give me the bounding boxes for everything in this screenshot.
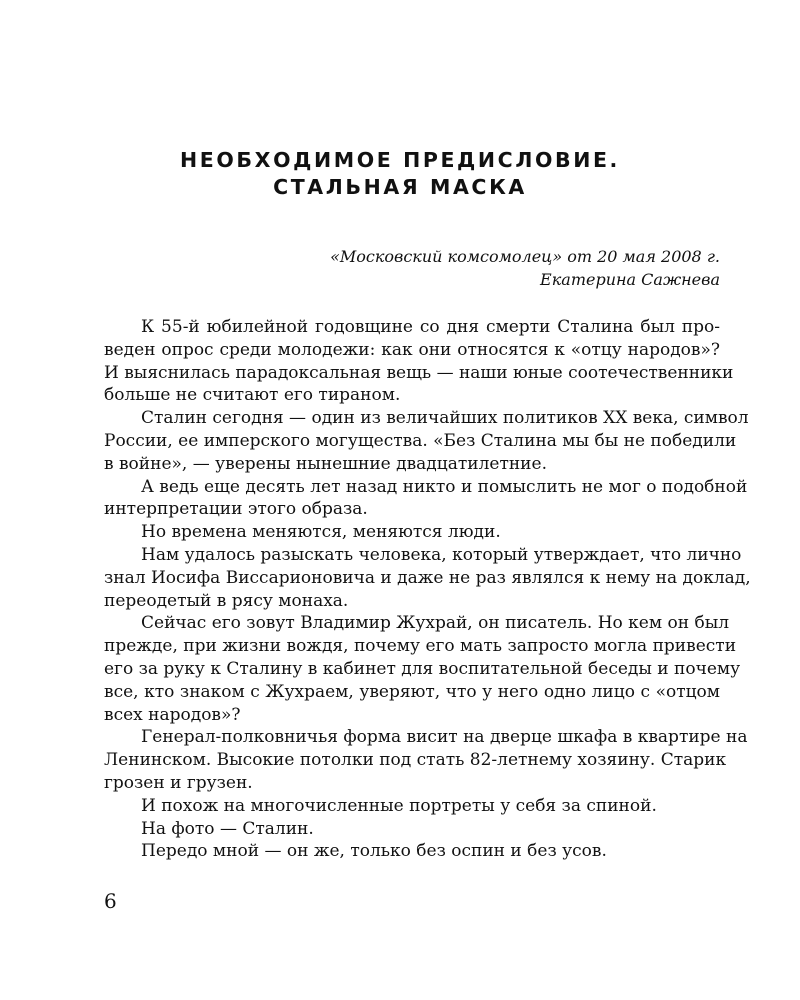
text-line: Сейчас его зовут Владимир Жухрай, он писатель. Но кем он был [141,613,730,634]
text-line: грозен и грузен. [104,772,253,793]
text-line: в войне», — уверены нынешние двадцатилетние. [104,453,547,474]
epigraph-source [320,245,720,291]
text-line: больше не считают его тираном. [104,385,401,406]
source-publication: «Московский комсомолец» от 20 мая 2008 г. [330,247,720,266]
text-line: А ведь еще десять лет назад никто и помыслить не мог о подобной [141,476,748,497]
text-line: России, ее имперского могущества. «Без Сталина мы бы не победили [104,430,737,451]
text-line: интерпретации этого образа. [104,499,368,520]
text-line: все, кто знаком с Жухраем, уверяют, что у него одно лицо с «отцом [104,681,720,702]
chapter-heading-line-1: НЕОБХОДИМОЕ ПРЕДИСЛОВИЕ. [180,148,620,172]
text-line: На фото — Сталин. [141,818,314,839]
text-line: всех народов»? [104,704,241,725]
text-line: И выяснилась парадоксальная вещь — наши юные соотечественники [104,362,734,383]
source-author: Екатерина Сажнева [540,270,720,289]
page-number: 6 [104,889,117,913]
text-line: веден опрос среди молодежи: как они относятся к «отцу народов»? [104,339,720,360]
chapter-heading-line-2: СТАЛЬНАЯ МАСКА [273,175,527,199]
text-line: его за руку к Сталину в кабинет для воспитательной беседы и почему [104,658,741,679]
text-line: К 55-й юбилейной годовщине со дня смерти Сталина был про- [141,317,720,337]
text-line: Ленинском. Высокие потолки под стать 82-летнему хозяину. Старик [104,750,727,771]
text-line: переодетый в рясу монаха. [104,590,349,611]
text-line: И похож на многочисленные портреты у себя за спиной. [141,795,657,816]
body-text [104,316,751,863]
text-line: Нам удалось разыскать человека, который утверждает, что лично [141,544,742,565]
text-line: знал Иосифа Виссарионовича и даже не раз являлся к нему на доклад, [104,567,751,588]
text-line: прежде, при жизни вождя, почему его мать запросто могла привести [104,636,737,657]
text-line: Но времена меняются, меняются люди. [141,522,501,543]
text-line: Генерал-полковничья форма висит на дверце шкафа в квартире на [141,727,748,748]
chapter-heading [0,147,800,201]
text-line: Сталин сегодня — один из величайших политиков XX века, символ [141,408,749,429]
text-line: Передо мной — он же, только без оспин и без усов. [141,841,607,862]
